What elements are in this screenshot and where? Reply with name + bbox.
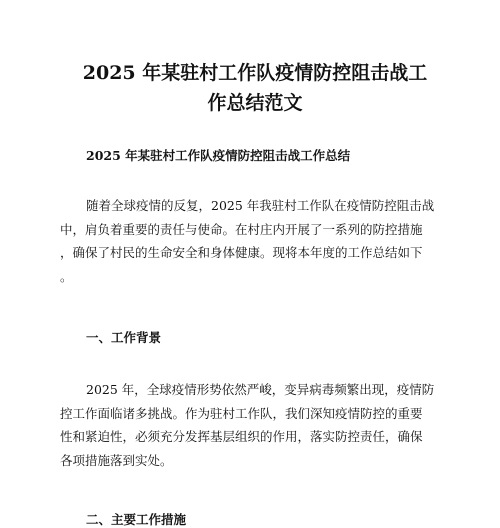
paragraph-line: 。 — [60, 268, 73, 284]
paragraph-line: 随着全球疫情的反复，2025 年我驻村工作队在疫情防控阻击战 — [86, 198, 435, 213]
paragraph-line: ，确保了村民的生命安全和身体健康。现将本年度的工作总结如下 — [60, 245, 423, 260]
paragraph-line: 各项措施落到实处。 — [60, 452, 173, 468]
paragraph-line: 2025 年，全球疫情形势依然严峻，变异病毒频繁出现，疫情防 — [86, 382, 435, 397]
section-heading-measures: 二、主要工作措施 — [86, 512, 187, 527]
document-subtitle: 2025 年某驻村工作队疫情防控阻击战工作总结 — [86, 148, 351, 163]
paragraph-line: 性和紧迫性，必须充分发挥基层组织的作用，落实防控责任，确保 — [60, 429, 423, 444]
paragraph-line: 中，肩负着重要的责任与使命。在村庄内开展了一系列的防控措施 — [60, 221, 423, 237]
intro-paragraph — [60, 194, 440, 288]
document-title-line-1: 2025 年某驻村工作队疫情防控阻击战工 — [82, 62, 428, 84]
background-paragraph — [60, 378, 440, 472]
document-title-line-2: 作总结范文 — [207, 92, 303, 114]
section-heading-background: 一、工作背景 — [86, 330, 162, 345]
document-title — [60, 58, 450, 118]
paragraph-line: 控工作面临诸多挑战。作为驻村工作队，我们深知疫情防控的重要 — [60, 405, 423, 421]
